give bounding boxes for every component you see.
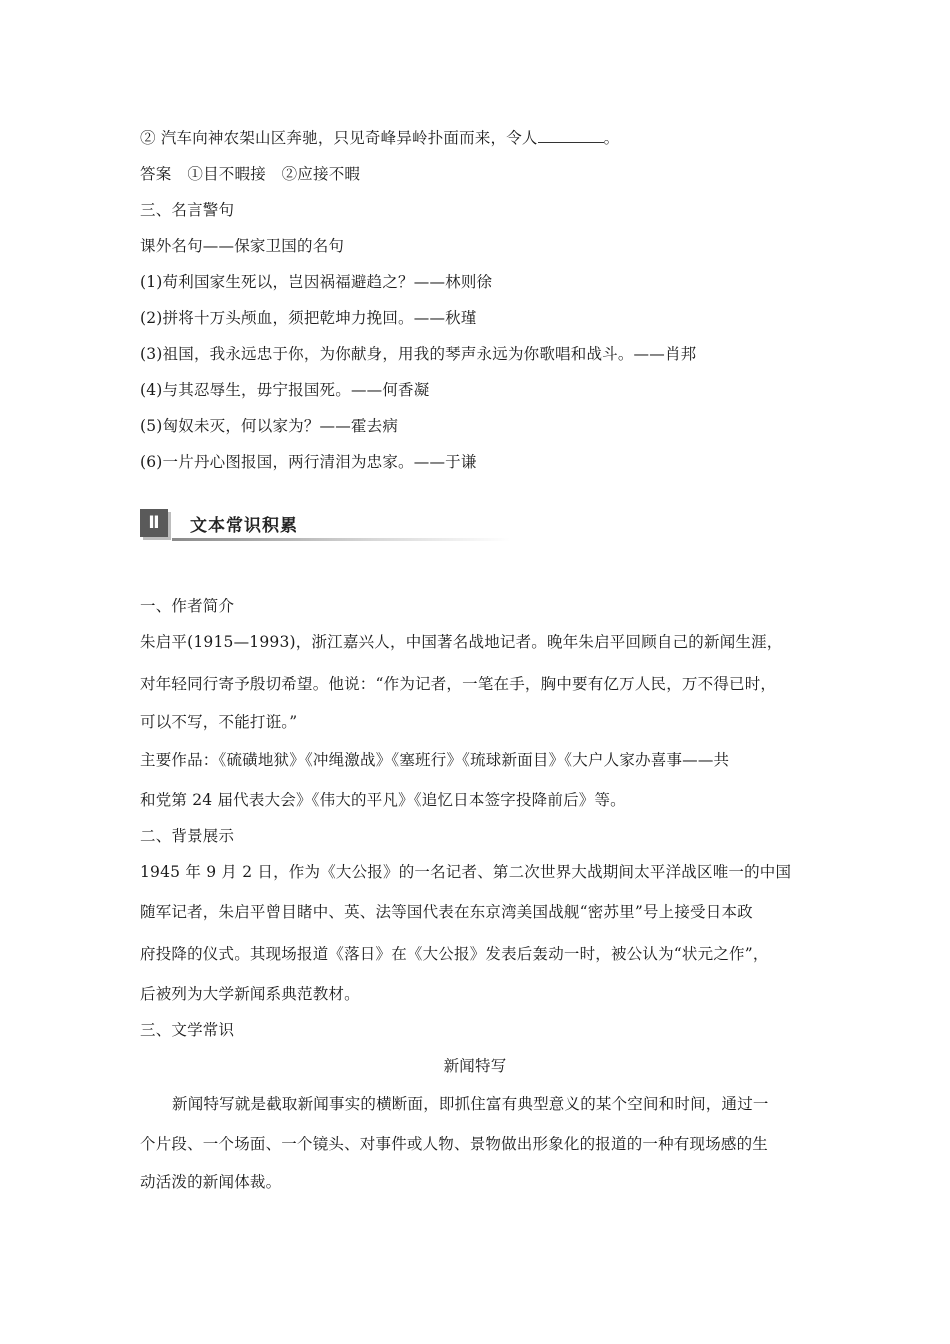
literature-title: 新闻特写 [443, 1057, 507, 1075]
author-line-2: 对年轻同行寄予殷切希望。他说：“作为记者，一笔在手，胸中要有亿万人民，万不得已时， [140, 675, 777, 693]
author-heading: 一、作者简介 [140, 597, 235, 615]
answer-text: ①目不暇接 ②应接不暇 [187, 165, 361, 183]
literature-line-3: 动活泼的新闻体裁。 [140, 1173, 282, 1191]
background-line-4: 后被列为大学新闻系典范教材。 [140, 985, 360, 1003]
answer-label: 答案 [140, 165, 172, 183]
quotes-subheading: 课外名句——保家卫国的名句 [140, 237, 345, 255]
quote-2: (2)拼将十万头颅血，须把乾坤力挽回。——秋瑾 [140, 309, 477, 327]
author-line-1: 朱启平(1915—1993)，浙江嘉兴人，中国著名战地记者。晚年朱启平回顾自己的新闻生涯， [140, 633, 783, 651]
quote-3: (3)祖国，我永远忠于你，为你献身，用我的琴声永远为你歌唱和战斗。——肖邦 [140, 345, 697, 363]
question-2-end: 。 [603, 129, 620, 147]
background-heading: 二、背景展示 [140, 827, 235, 845]
fill-blank [538, 128, 604, 143]
quote-1: (1)苟利国家生死以，岂因祸福避趋之？——林则徐 [140, 273, 493, 291]
question-2-text: ② 汽车向神农架山区奔驰，只见奇峰异岭扑面而来，令人 [140, 129, 538, 147]
section-number-badge: Ⅱ [140, 509, 168, 537]
section-heading-quotes: 三、名言警句 [140, 201, 235, 219]
section-divider [172, 538, 510, 541]
section-2-header [140, 509, 510, 541]
works-line-1: 主要作品：《硫磺地狱》《冲绳激战》《塞班行》《琉球新面目》《大户人家办喜事——共 [140, 751, 730, 769]
literature-heading: 三、文学常识 [140, 1021, 235, 1039]
quote-6: (6)一片丹心图报国，两行清泪为忠家。——于谦 [140, 453, 477, 471]
answer-line [140, 164, 360, 184]
literature-line-1: 新闻特写就是截取新闻事实的横断面，即抓住富有典型意义的某个空间和时间，通过一 [172, 1095, 769, 1113]
works-line-2: 和党第 24 届代表大会》《伟大的平凡》《追忆日本签字投降前后》等。 [140, 791, 626, 809]
background-line-3: 府投降的仪式。其现场报道《落日》在《大公报》发表后轰动一时，被公认为“状元之作”， [140, 945, 769, 963]
question-2 [140, 128, 619, 148]
author-line-3: 可以不写，不能打诳。” [140, 713, 298, 731]
background-line-1: 1945 年 9 月 2 日，作为《大公报》的一名记者、第二次世界大战期间太平洋战区唯一的中国 [140, 863, 792, 881]
quote-4: (4)与其忍辱生，毋宁报国死。——何香凝 [140, 381, 430, 399]
literature-line-2: 个片段、一个场面、一个镜头、对事件或人物、景物做出形象化的报道的一种有现场感的生 [140, 1135, 769, 1153]
section-title: 文本常识积累 [190, 516, 298, 536]
quote-5: (5)匈奴未灭，何以家为？——霍去病 [140, 417, 399, 435]
background-line-2: 随军记者，朱启平曾目睹中、英、法等国代表在东京湾美国战舰“密苏里”号上接受日本政 [140, 903, 753, 921]
